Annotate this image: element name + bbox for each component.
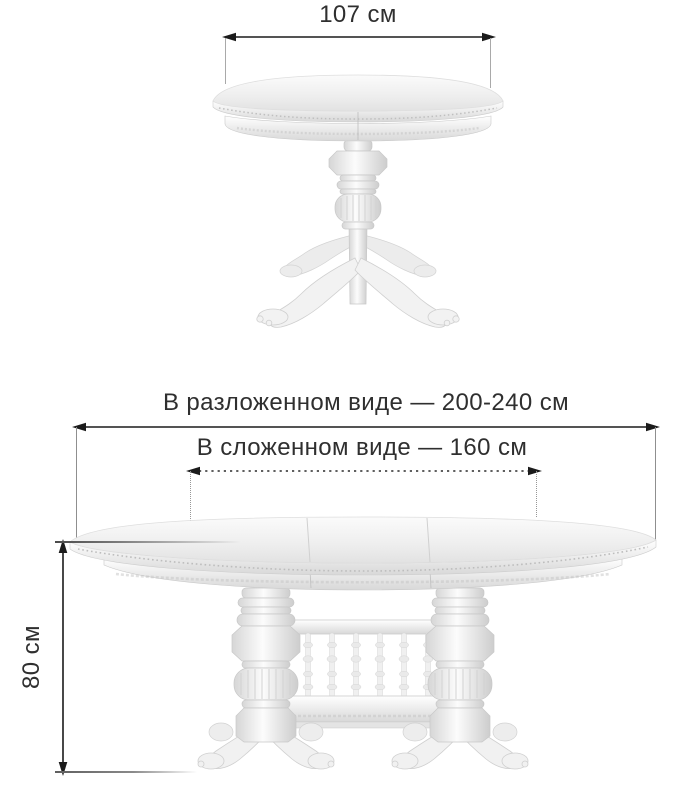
arrow-head-right-icon	[528, 467, 542, 476]
spindle	[375, 633, 385, 697]
table-top-view-illustration	[203, 64, 513, 328]
extended-width-arrow	[70, 419, 662, 435]
table-side-view-illustration	[58, 492, 668, 777]
height-reference-line-top	[55, 541, 241, 543]
spindle	[327, 633, 337, 697]
folded-width-arrow	[183, 463, 545, 479]
top-width-label: 107 см	[319, 1, 397, 28]
top-width-arrow	[220, 29, 498, 45]
pedestal	[392, 588, 528, 769]
spindle	[303, 633, 313, 697]
tabletop-round	[213, 75, 503, 141]
folded-width-label: В сложенном виде — 160 см	[196, 434, 528, 461]
height-label: 80 см	[18, 625, 45, 689]
spindle	[351, 633, 361, 697]
pedestal	[198, 588, 334, 769]
spindle	[399, 633, 409, 697]
tabletop-extended	[70, 517, 656, 590]
arrow-head-left-icon	[186, 467, 200, 476]
arrow-head-right-icon	[646, 423, 660, 432]
arrow-head-left-icon	[72, 423, 86, 432]
height-reference-line-bottom	[55, 771, 197, 773]
extended-width-label: В разложенном виде — 200-240 см	[162, 389, 570, 416]
arrow-head-right-icon	[482, 33, 496, 42]
